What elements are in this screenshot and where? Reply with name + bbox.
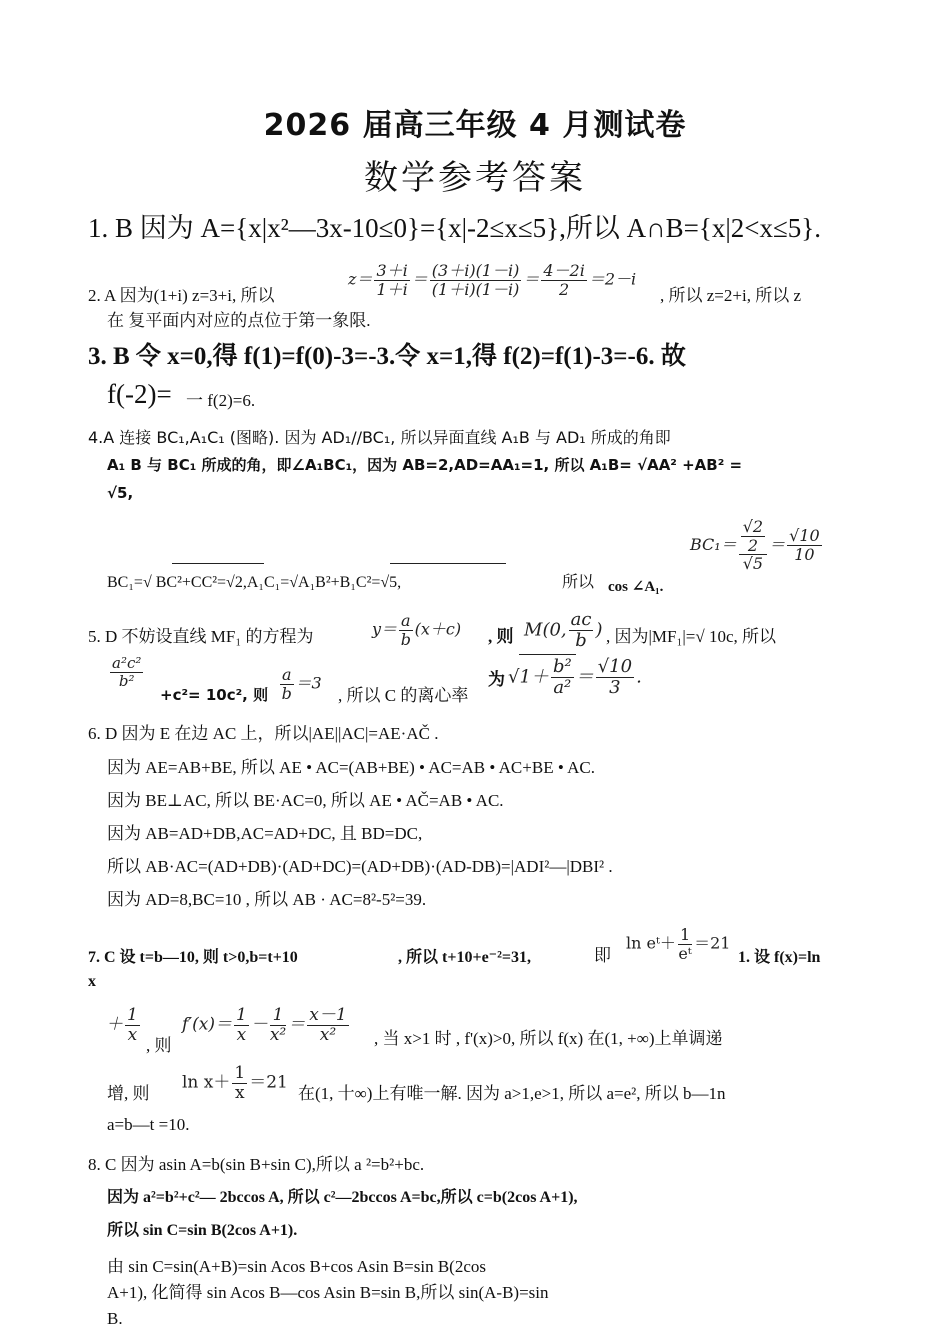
result-fraction-num: √10 — [789, 526, 820, 546]
one-over-x — [125, 1006, 140, 1044]
point-m: M(0, $\frac{ac}{b}$ ) — [524, 609, 603, 651]
answer-3-line-2b: 一 f(2)=6. — [186, 391, 256, 410]
deriv-d1: x — [236, 1024, 247, 1045]
answer-8-line-2: 因为 a²=b²+c²— 2bccos A, 所以 c²—2bccos A=bc,所以 c=b(2cos A+1), — [107, 1189, 578, 1206]
answer-4-line-1: 4.A 连接 BC₁,A₁C₁ (图略). 因为 AD₁//BC₁, 所以异面直线 A₁B 与 AD₁ 所成的角即 — [88, 428, 671, 447]
one-over-x-num: 1 — [127, 1005, 138, 1025]
eq2-den: x — [235, 1082, 245, 1103]
sqrt-overline-1 — [172, 563, 264, 564]
result-fraction-den: 10 — [794, 544, 815, 564]
answer-7-line-4: a=b—t =10. — [107, 1115, 190, 1134]
ecc-result-num: √10 — [597, 656, 633, 677]
ecc-end: . — [636, 666, 642, 688]
answer-4-line-4: BC₁=√ BC²+CC²=√2,A₁C₁=√A₁B²+B₁C²=√5, — [107, 574, 402, 591]
answer-6-line-4: 因为 AB=AD+DB,AC=AD+DC, 且 BD=DC, — [107, 824, 423, 843]
ratio-value: ＝3 — [295, 673, 322, 693]
page-subtitle: 数学参考答案 — [364, 158, 586, 198]
answer-7-line-2b: , 当 x>1 时 , f'(x)>0, 所以 f(x) 在(1, +∞)上单调递 — [374, 1029, 723, 1048]
equation-2 — [182, 1064, 288, 1102]
deriv-d2: x² — [269, 1024, 287, 1045]
eccentricity-formula: √1＋ $\frac{\text{b²}}{\text{a²}}$ ＝ $\frac{√10}{3}$ . — [508, 656, 642, 698]
fraction-2 — [430, 262, 522, 298]
plus-sign: ＋ — [106, 1014, 123, 1035]
ratio-frac — [280, 666, 294, 702]
answer-8-line-6: B. — [107, 1309, 123, 1328]
one-over-x-den: x — [127, 1024, 138, 1045]
eq1-den: eᵗ — [678, 943, 692, 963]
line-eq-rest: (x＋c) — [414, 619, 462, 639]
equation-1 — [626, 926, 731, 962]
line-eq-lhs: y＝ — [372, 619, 398, 639]
eq1-frac — [678, 926, 692, 962]
fraction-1 — [374, 262, 409, 298]
ecc-frac — [551, 657, 574, 698]
deriv-d3: x² — [319, 1024, 337, 1045]
answer-7-line-1a: 7. C 设 t=b—10, 则 t>0,b=t+10 — [88, 949, 298, 966]
formula-result: 2－i — [604, 269, 637, 289]
line-eq-frac — [399, 612, 413, 648]
deriv-n2: 1 — [270, 1006, 286, 1026]
answer-5-line-1b: , 则 — [488, 627, 514, 646]
a2c2-fraction — [110, 655, 143, 689]
answer-8-line-3: 所以 sin C=sin B(2cos A+1). — [107, 1222, 298, 1239]
deriv-n3: x－1 — [309, 1005, 347, 1025]
fraction-3 — [541, 262, 586, 298]
result-fraction — [787, 527, 822, 563]
answer-6-line-6: 因为 AD=8,BC=10 , 所以 AB · AC=8²-5²=39. — [107, 890, 427, 909]
ratio-num: a — [282, 665, 292, 684]
inner-fraction — [741, 518, 765, 554]
answer-5-fraction — [108, 655, 145, 689]
answer-7-line-1d: 1. 设 f(x)=ln — [738, 949, 821, 966]
answer-8-line-1: 8. C 因为 asin A=b(sin B+sin C),所以 a ²=b²+bc. — [88, 1155, 425, 1174]
derivative-formula: f′(x)＝ $\frac{1}{x}$ － $\frac{1}{\text{x²}}$ ＝ $\frac{x-1}{\text{x²}}$ — [182, 1005, 347, 1045]
answer-7-line-3a: 增, 则 — [107, 1084, 150, 1103]
answer-5-line-1c: , 因为|MF₁|=√ 10c, 所以 — [606, 627, 777, 646]
deriv-lhs: f′(x)＝ — [182, 1014, 233, 1035]
answer-4-formula: BC₁＝ $\frac{\frac{√2}{2}}{√5}$ ＝ $\frac{√10}{10}$ — [690, 517, 820, 574]
answer-7-line-1e: x — [88, 973, 96, 990]
eq1-a: ln eᵗ＋ — [626, 933, 676, 953]
nested-fraction — [739, 518, 767, 573]
ratio-den: b — [281, 683, 292, 703]
answer-5-line-2b: , 所以 C 的离心率 — [338, 686, 469, 705]
point-frac — [569, 610, 594, 651]
point-first: 0, — [549, 619, 567, 641]
answer-3-line-2a: f(-2)= — [107, 379, 172, 409]
answer-2-line-1b: , 所以 z=2+i, 所以 z — [660, 286, 801, 305]
nested-fraction-num — [739, 518, 767, 555]
answer-4-line-3: √5, — [107, 484, 134, 502]
plus-one-over-x — [106, 1006, 142, 1044]
eq2-b: ＝21 — [249, 1072, 288, 1093]
answer-7-line-1b: , 所以 t+10+e⁻²=31, — [398, 949, 532, 966]
inner-fraction-num: √2 — [742, 517, 764, 536]
deriv-frac-3 — [307, 1006, 348, 1044]
a2c2-den: b² — [118, 671, 135, 690]
fraction-3-num: 4－2i — [543, 261, 585, 280]
answer-2-line-2: 在 复平面内对应的点位于第一象限. — [107, 311, 371, 330]
eq1-num: 1 — [679, 925, 691, 944]
fraction-1-num: 3＋i — [376, 261, 408, 280]
ecc-num: b² — [552, 656, 572, 677]
eq2-frac — [232, 1064, 247, 1102]
ratio-ab — [278, 666, 322, 702]
answer-8-line-5: A+1), 化简得 sin Acos B—cos Asin B=sin B,所以 sin(A-B)=sin — [107, 1283, 549, 1302]
answer-4-line-4b: 所以 — [562, 574, 595, 591]
answer-3-line-1: 3. B 令 x=0,得 f(1)=f(0)-3=-3.令 x=1,得 f(2)=f(1)-3=-6. 故 — [88, 343, 686, 370]
fraction-3-den: 2 — [559, 279, 570, 299]
eq2-a: ln x＋ — [182, 1072, 231, 1093]
sqrt-body — [519, 654, 575, 698]
answer-7-line-3b: 在(1, 十∞)上有唯一解. 因为 a>1,e>1, 所以 a=e², 所以 b—1n — [298, 1084, 726, 1103]
eq2-num: 1 — [234, 1063, 246, 1083]
sqrt-overline-2 — [390, 563, 506, 564]
line-eq-num: a — [401, 611, 411, 630]
line-eq-den: b — [400, 629, 411, 649]
answer-1: 1. B 因为 A={x|x²—3x-10≤0}={x|-2≤x≤5},所以 A∩B={x|2<x≤5}. — [88, 213, 821, 243]
answer-5-line-1a: 5. D 不妨设直线 MF₁ 的方程为 — [88, 627, 314, 646]
nested-fraction-den: √5 — [742, 554, 764, 574]
fraction-2-num: (3＋i)(1－i) — [431, 261, 520, 280]
ecc-one: 1＋ — [519, 666, 549, 688]
deriv-n1: 1 — [236, 1005, 247, 1025]
answer-4-line-2: A₁ B 与 BC₁ 所成的角，即∠A₁BC₁，因为 AB=2,AD=AA₁=1, 所以 A₁B= √AA² +AB² = — [107, 456, 743, 474]
ecc-result-den: 3 — [609, 676, 621, 698]
fraction-1-den: 1＋i — [376, 279, 408, 299]
page-title: 2026 届高三年级 4 月测试卷 — [263, 108, 687, 143]
ecc-result — [596, 657, 634, 698]
answer-2-formula: z＝ $\frac{3+i}{1+i}$ ＝ $\frac{(3+i)(1-i)}{(1+i)(1-i)}$ ＝ $\frac{4-2i}{2}$ ＝2－i — [348, 261, 637, 299]
answer-7-line-2a: , 则 — [146, 1036, 172, 1055]
fraction-2-den: (1＋i)(1－i) — [431, 279, 520, 299]
answer-6-line-5: 所以 AB·AC=(AD+DB)·(AD+DC)=(AD+DB)·(AD-DB)=|ADI²—|DBI² . — [107, 857, 613, 876]
a2c2-num: a²c² — [112, 654, 142, 672]
deriv-frac-2 — [270, 1006, 286, 1044]
answer-2-line-1a: 2. A 因为(1+i) z=3+i, 所以 — [88, 286, 275, 305]
formula-bc1: BC₁ — [690, 534, 721, 554]
point-frac-num: ac — [570, 609, 592, 630]
answer-4-line-4c: cos ∠A₁. — [608, 579, 664, 595]
point-name: M — [524, 619, 543, 641]
answer-7-line-1c: 即 — [594, 946, 611, 965]
answer-8-line-4: 由 sin C=sin(A+B)=sin Acos B+cos Asin B=sin B(2cos — [107, 1257, 486, 1276]
formula-z: z — [348, 269, 357, 289]
answer-6-line-1: 6. D 因为 E 在边 AC 上，所以|AE||AC|=AE·AČ . — [88, 724, 439, 743]
point-frac-den: b — [575, 629, 587, 651]
answer-5-line-2a: +c²= 10c², 则 — [160, 686, 269, 704]
answer-6-line-2: 因为 AE=AB+BE, 所以 AE • AC=(AB+BE) • AC=AB • AC+BE • AC. — [107, 758, 595, 777]
ecc-den: a² — [553, 676, 572, 698]
answer-6-line-3: 因为 BE⊥AC, 所以 BE·AC=0, 所以 AE • AČ=AB • AC. — [107, 791, 504, 810]
answer-5-line-2c: 为 — [488, 670, 505, 689]
deriv-frac-1 — [234, 1006, 249, 1044]
line-equation — [372, 612, 461, 648]
eq1-b: ＝21 — [694, 933, 731, 953]
inner-fraction-den: 2 — [747, 535, 759, 555]
